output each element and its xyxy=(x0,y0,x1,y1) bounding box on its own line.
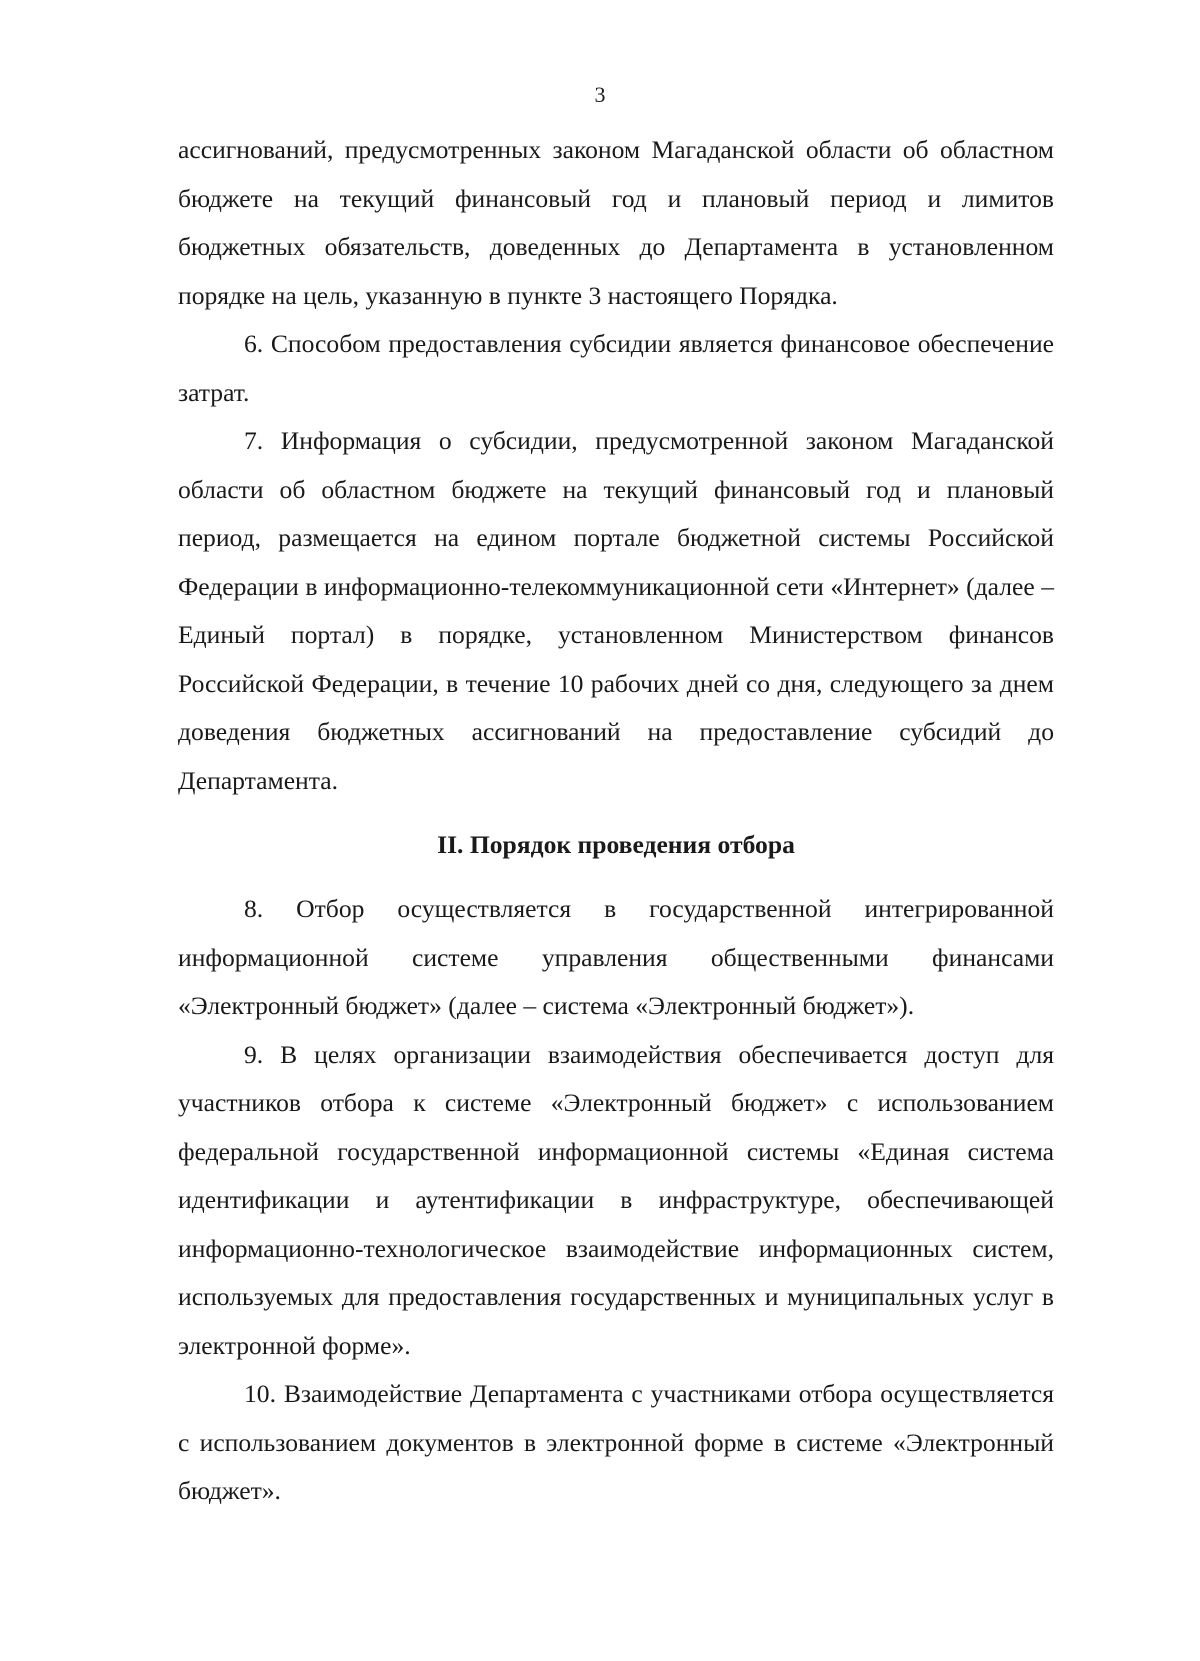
paragraph-continuation: ассигнований, предусмотренных законом Магаданской области об областном бюджете на текущий финансовый год и плановый период и лимитов бюджетных обязательств, доведенных до Департамента в установленном порядке на цель, указанную в пункте 3 настоящего Порядка. xyxy=(178,135,1054,310)
paragraph-item-8: 8. Отбор осуществляется в государственной интегрированной информационной системе управления общественными финансами «Электронный бюджет» (далее – система «Электронный бюджет»). xyxy=(178,894,1054,1020)
section-heading: II. Порядок проведения отбора xyxy=(437,830,795,859)
paragraph-item-7: 7. Информация о субсидии, предусмотренной законом Магаданской области об областном бюджете на текущий финансовый год и плановый период, размещается на едином портале бюджетной системы Российской Федерации в информационно-телекоммуникационной сети «Интернет» (далее – Единый портал) в порядке, установленном Министерством финансов Российской Федерации, в течение 10 рабочих дней со дня, следующего за днем доведения бюджетных ассигнований на предоставление субсидий до Департамента. xyxy=(178,426,1054,795)
paragraph-item-9: 9. В целях организации взаимодействия обеспечивается доступ для участников отбора к системе «Электронный бюджет» с использованием федеральной государственной информационной системы «Единая система идентификации и аутентификации в инфраструктуре, обеспечивающей информационно-технологическое взаимодействие информационных систем, используемых для предоставления государственных и муниципальных услуг в электронной форме». xyxy=(178,1039,1054,1360)
paragraph-item-6: 6. Способом предоставления субсидии является финансовое обеспечение затрат. xyxy=(178,329,1054,407)
document-body xyxy=(178,126,1054,1516)
page-number: 3 xyxy=(594,82,606,107)
paragraph-item-10: 10. Взаимодействие Департамента с участниками отбора осуществляется с использованием документов в электронной форме в системе «Электронный бюджет». xyxy=(178,1379,1054,1505)
